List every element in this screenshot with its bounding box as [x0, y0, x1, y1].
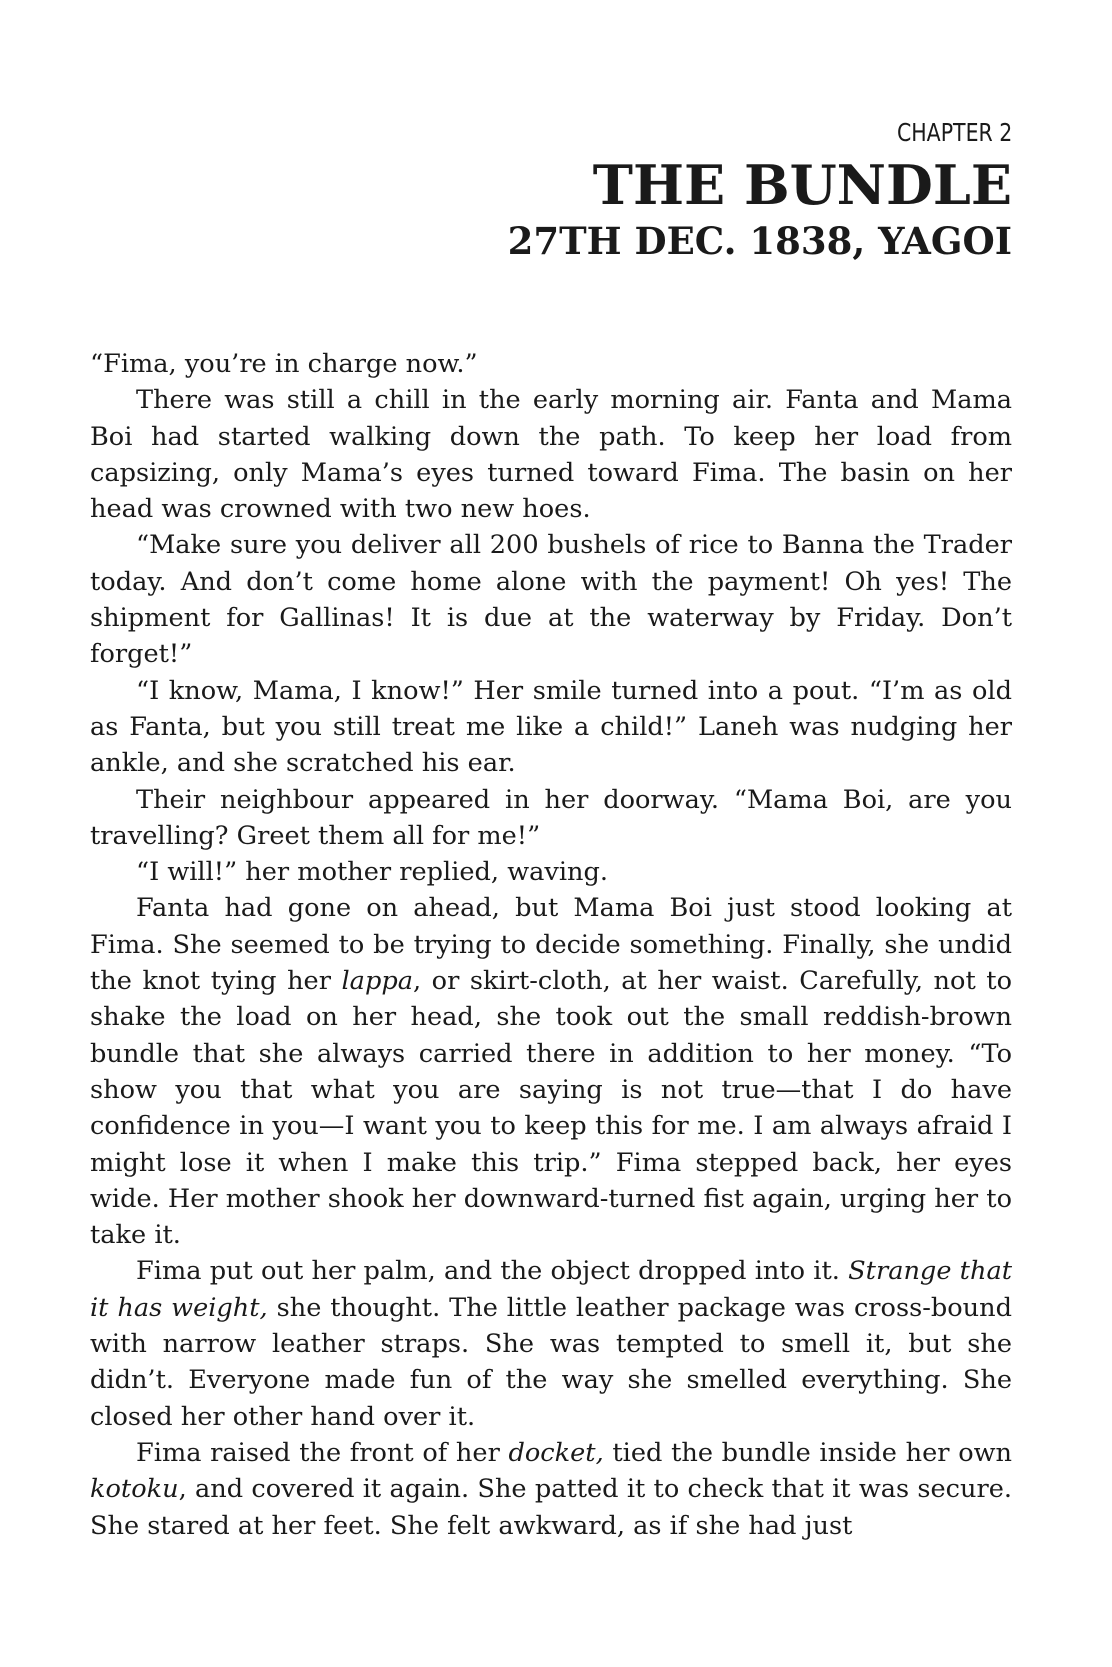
italic-term: lappa [341, 966, 413, 997]
paragraph [90, 1253, 1012, 1434]
paragraph: “Fima, you’re in charge now.” [90, 349, 478, 379]
chapter-heading [508, 118, 1012, 264]
paragraph [90, 890, 1012, 1253]
paragraph: “I know, Mama, I know!” Her smile turned into a pout. “I’m as old as Fanta, but you still treat me like a child!” Laneh was nudging her ankle, and she scratched his ear. [90, 675, 1012, 779]
text-run: , or skirt-cloth, at her waist. Carefully, not to shake the load on her head, she took out the small reddish-brown bundle that she always carried there in addition to her money. “To show you that what you are saying is not true—that I do have confidence in you—I want you to keep this for me. I am always afraid I might lose it when I make this trip.” Fima stepped back, her eyes wide. Her mother shook her downward-turned fist again, urging her to take it. [90, 966, 1012, 1251]
chapter-label: CHAPTER 2 [896, 118, 1012, 147]
text-run: Fanta had gone on ahead, but Mama Boi just stood looking at Fima. She seemed to be trying to decide something. Finally, she undid the knot tying her [90, 893, 1012, 997]
italic-term: kotoku [90, 1474, 179, 1505]
text-run: , and covered it again. She patted it to check that it was secure. She stared at her feet. She felt awkward, as if she had just [90, 1474, 1012, 1541]
paragraph: “I will!” her mother replied, waving. [136, 857, 609, 888]
chapter-title: THE BUNDLE [592, 153, 1012, 217]
text-run: Fima put out her palm, and the object dropped into it. [136, 1256, 849, 1287]
italic-term: docket, [508, 1437, 604, 1468]
paragraph: There was still a chill in the early morning air. Fanta and Mama Boi had started walking down the path. To keep her load from capsizing, only Mama’s eyes turned toward Fima. The basin on her head was crowned with two new hoes. [90, 385, 1012, 525]
text-run: tied the bundle inside her own [603, 1437, 1012, 1468]
chapter-subtitle: 27TH DEC. 1838, YAGOI [507, 219, 1012, 263]
book-page [90, 0, 1012, 1667]
text-run: she thought. The little leather package was cross-bound with narrow leather straps. She was tempted to smell it, but she didn’t. Everyone made fun of the way she smelled everything. She closed her other hand over it. [90, 1292, 1012, 1432]
paragraph: “Make sure you deliver all 200 bushels of rice to Banna the Trader today. And don’t come home alone with the payment! Oh yes! The shipment for Gallinas! It is due at the waterway by Friday. Don’t forget!” [90, 530, 1012, 670]
italic-thought: Strange that it has weight, [90, 1256, 1012, 1323]
paragraph [90, 1435, 1012, 1544]
paragraph: Their neighbour appeared in her doorway. “Mama Boi, are you travelling? Greet them all for me!” [90, 784, 1012, 851]
chapter-body [90, 346, 1012, 1544]
text-run: Fima raised the front of her [136, 1437, 509, 1468]
